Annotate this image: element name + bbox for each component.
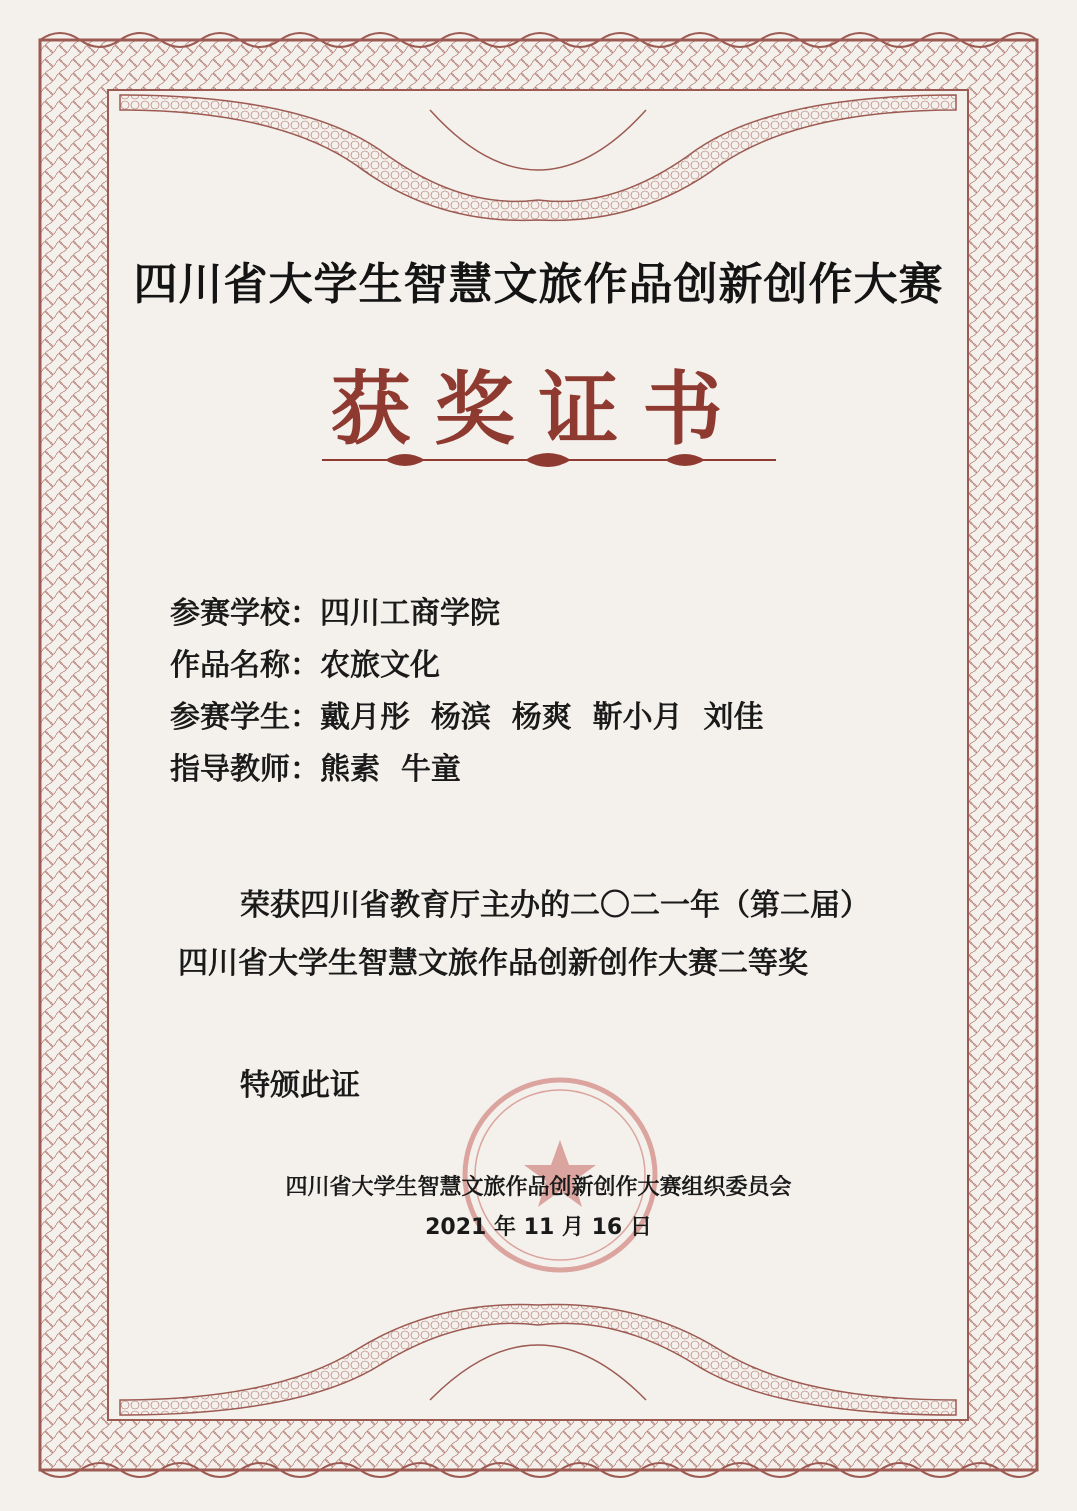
field-label: 参赛学校： xyxy=(170,596,320,631)
field-value: 四川工商学院 xyxy=(320,596,500,631)
issuing-committee: 四川省大学生智慧文旅作品创新创作大赛组织委员会 xyxy=(285,1175,792,1200)
field-value: 戴月彤 杨滨 杨爽 靳小月 刘佳 xyxy=(320,700,764,735)
award-line-1: 荣获四川省教育厅主办的二〇二一年（第二届） xyxy=(240,888,870,923)
field-label: 作品名称： xyxy=(170,648,320,683)
certificate-heading: 获奖证书 xyxy=(330,362,747,456)
award-line-2: 四川省大学生智慧文旅作品创新创作大赛二等奖 xyxy=(178,946,808,981)
top-ornament xyxy=(120,95,956,220)
field-value: 熊素 牛童 xyxy=(320,752,461,787)
competition-title: 四川省大学生智慧文旅作品创新创作大赛 xyxy=(133,259,944,310)
field-label: 参赛学生： xyxy=(170,700,320,735)
field-label: 指导教师： xyxy=(170,752,320,787)
bottom-ornament xyxy=(120,1305,956,1415)
closing-phrase: 特颁此证 xyxy=(240,1068,360,1103)
field-work-title xyxy=(170,640,764,692)
field-value: 农旅文化 xyxy=(320,648,440,683)
field-students xyxy=(170,692,764,744)
field-advisors xyxy=(170,744,764,796)
issue-date: 2021 年 11 月 16 日 xyxy=(425,1215,652,1240)
field-school xyxy=(170,588,764,640)
entry-details xyxy=(170,588,764,796)
